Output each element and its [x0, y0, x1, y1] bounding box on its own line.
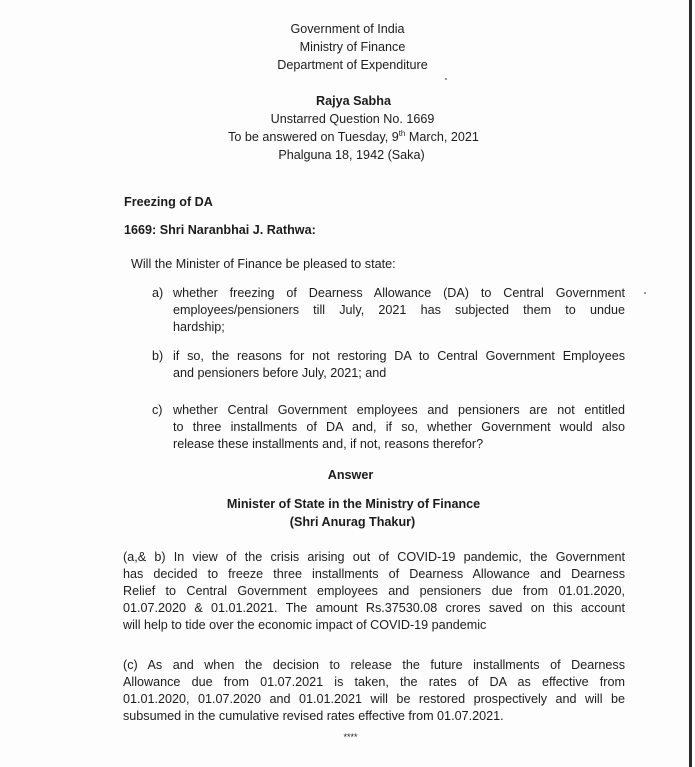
answer-date — [0, 129, 695, 146]
header-government: Government of India — [290, 22, 405, 36]
answer-c-line: Allowance due from 01.07.2021 is taken, the rates of DA as effective from — [123, 675, 625, 689]
question-a-line: hardship; — [173, 320, 225, 334]
header-ministry: Ministry of Finance — [299, 40, 406, 54]
subject-heading: Freezing of DA — [124, 195, 213, 209]
saka-date: Phalguna 18, 1942 (Saka) — [278, 148, 425, 162]
header-department: Department of Expenditure — [277, 58, 428, 72]
house-title: Rajya Sabha — [316, 94, 391, 108]
question-a-text — [173, 285, 625, 336]
question-b-line: if so, the reasons for not restoring DA to Central Government Employees — [173, 349, 625, 363]
question-a-line: whether freezing of Dearness Allowance (DA) to Central Government — [173, 286, 625, 300]
answer-c-line: subsumed in the cumulative revised rates effective from 01.07.2021. — [123, 709, 504, 723]
answer-date-prefix: To be answered on Tuesday, 9 — [228, 130, 399, 144]
answer-ab-paragraph — [123, 549, 625, 634]
question-c-line: to three installments of DA and, if so, whether Government would also — [173, 420, 625, 434]
question-c-text — [173, 402, 625, 453]
answer-ab-line: will help to tide over the economic impact of COVID-19 pandemic — [123, 618, 487, 632]
question-a-marker: a) — [152, 286, 164, 300]
minister-title: Minister of State in the Ministry of Finance — [226, 497, 481, 511]
answer-c-line: (c) As and when the decision to release the future installments of Dearness — [123, 658, 625, 672]
answer-ab-line: has decided to freeze three installments of Dearness Allowance and Dearness — [123, 567, 625, 581]
end-mark: **** — [343, 732, 358, 742]
question-a-line: employees/pensioners till July, 2021 has subjected them to undue — [173, 303, 625, 317]
intro-line: Will the Minister of Finance be pleased to state: — [131, 257, 396, 271]
question-b-marker: b) — [152, 349, 164, 363]
answer-c-paragraph — [123, 657, 625, 725]
question-c-line: release these installments and, if not, reasons therefor? — [173, 437, 484, 451]
question-c-line: whether Central Government employees and pensioners are not entitled — [173, 403, 625, 417]
answer-heading: Answer — [327, 468, 374, 482]
answer-c-line: 01.01.2020, 01.07.2020 and 01.01.2021 will be restored prospectively and will be — [123, 692, 625, 706]
question-b-text — [173, 348, 625, 382]
answer-ab-line: (a,& b) In view of the crisis arising out of COVID-19 pandemic, the Government — [123, 550, 625, 564]
question-number: Unstarred Question No. 1669 — [270, 112, 435, 126]
minister-name: (Shri Anurag Thakur) — [289, 515, 416, 529]
answer-ab-line: 01.07.2020 & 01.01.2021. The amount Rs.37530.08 crores saved on this account — [123, 601, 625, 615]
answer-date-superscript: th — [398, 128, 406, 138]
scan-speck — [644, 292, 646, 294]
question-b-line: and pensioners before July, 2021; and — [173, 366, 387, 380]
question-c-marker: c) — [152, 403, 163, 417]
answer-ab-line: Relief to Central Government employees and pensioners due from 01.01.2020, — [123, 584, 625, 598]
scan-speck — [445, 78, 447, 80]
questioner: 1669: Shri Naranbhai J. Rathwa: — [124, 223, 316, 237]
answer-date-suffix: March, 2021 — [405, 130, 479, 144]
